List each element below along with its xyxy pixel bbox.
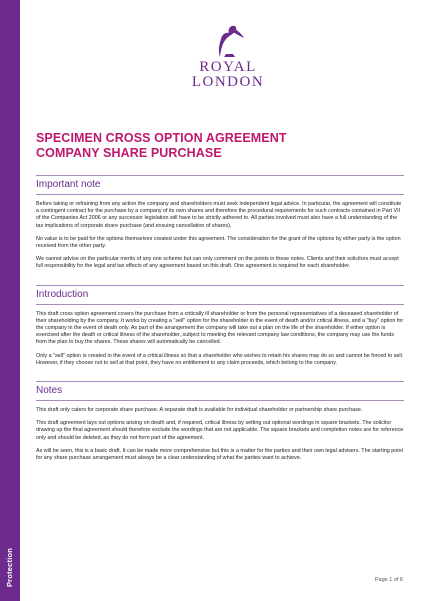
section-heading: Notes [36,385,63,397]
paragraph: This draft only caters for corporate share purchase. A separate draft is available for individual shareholder or partnership share purchase. [36,407,363,414]
paragraph: This draft agreement lays out options arising on death and, if required, critical illness by setting out optional wordings in square brackets. The solicitor drawing up the final agreement should therefore exclude the wordings that are not applicable. The square brackets and completion notes are for reference only and should be deleted, as they do not form part of the agreement. [36,420,404,441]
document-body [36,131,404,462]
section-heading: Important note [36,179,101,190]
paragraph: As will be seen, this is a basic draft. It can be made more comprehensive but this is a matter for the parties and their own legal advisers. The starting point for any share purchase arrangement must always be a clear understanding of what the parties want to achieve. [36,447,403,462]
side-band [0,0,20,601]
section-heading-bar [36,175,404,195]
brand-name-line1: ROYAL [199,59,257,75]
brand-name-line2: LONDON [191,74,265,90]
page-number: Page 1 of 6 [374,577,403,583]
brand-logo [178,24,278,96]
paragraph: No value is to be paid for the options themselves created under this agreement. The consideration for the grant of the options by either party is the option received from the other party. [36,235,401,250]
paragraph: This draft cross option agreement covers the purchase from a critically ill shareholder or from the personal representatives of a deceased shareholder of their shareholding by the company. It works by creating a "sell" option for the shareholder in the event of death and/or critical illness, and a "buy" option for the company in the event of death only. As part of the arrangement the company will take out a plan on the life of the shareholder. If either option is exercised after the death or critical illness of the shareholder, subject to meeting the relevant company law conditions, the company may use the funds from the plan to buy the shares. These shares will automatically be cancelled. [36,310,404,346]
side-label-text: Protection [5,547,15,588]
title-line-1: SPECIMEN CROSS OPTION AGREEMENT [36,131,287,145]
section-heading-bar [36,285,404,305]
section-heading-bar [36,381,404,401]
title-line-2: COMPANY SHARE PURCHASE [36,146,222,160]
side-label [0,540,20,595]
section-important-note [36,175,404,271]
paragraph: We cannot advise on the particular merits of any one scheme but can only comment on the points in these notes. Clients and their solicitors must accept full responsibility for the legal and tax effects of any agreement based on this draft. One agreement is required for each shareholder. [36,256,399,270]
section-notes [36,381,404,462]
pelican-logo-icon [211,24,245,60]
paragraph: Only a "sell" option is created in the event of a critical illness so that a shareholder who wishes to retain his shares may do so and cannot be forced to sell. However, if they choose not to sell at that point, they have no entitlement to any claim proceeds, which belong to the company. [36,352,404,366]
paragraph: Before taking or refraining from any action the company and shareholders must seek independent legal advice. In particular, the agreement will constitute a contingent contract for the purchase by a company of its own shares and therefore the procedural requirements for such contracts contained in Part VII of the Companies Act 2006 or any successor legislation will have to be strictly adhered to. All parties involved must also have a full understanding of the tax implications of corporate share purchase (and ensuing cancellation of shares). [36,201,402,229]
section-heading: Introduction [36,288,89,300]
section-introduction [36,285,404,367]
document-title [36,131,404,161]
